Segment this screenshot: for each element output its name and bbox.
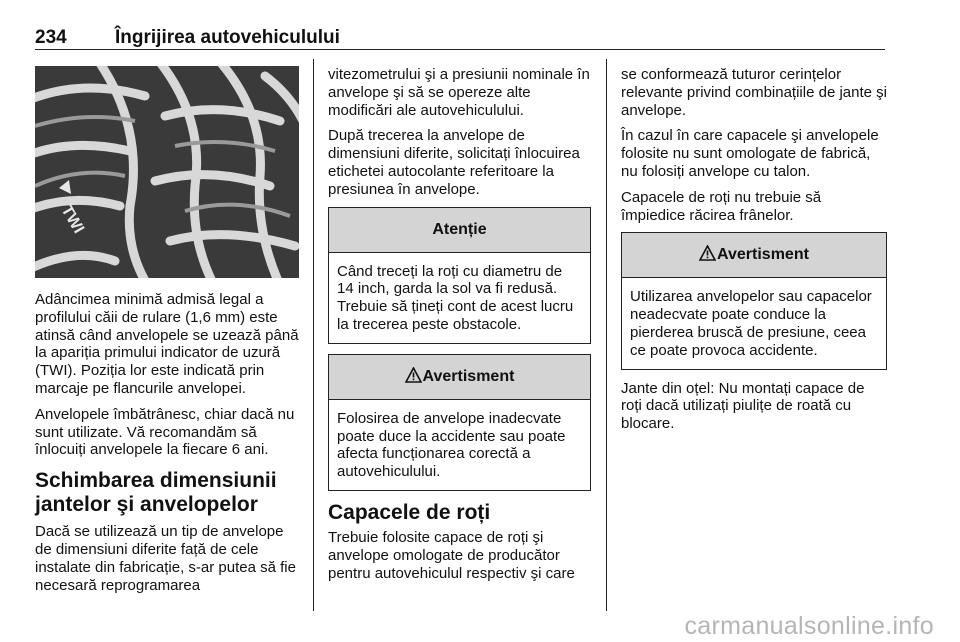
column-1	[35, 66, 299, 602]
caution-title: Atenție	[329, 208, 590, 253]
column-divider	[313, 59, 314, 611]
paragraph: După trecerea la anvelope de dimensiuni diferite, solicitați înlocuirea etichetei autocolante referitoare la presiunea în anvelope.	[328, 127, 580, 198]
warning-icon	[699, 245, 716, 261]
warning-title: Avertisment	[422, 367, 515, 385]
warning-header	[329, 355, 590, 400]
warning-text: Utilizarea anvelopelor sau capacelor neadecvate poate conduce la pierderea bruscă de presiune, ceea ce poate provoca accidente.	[630, 288, 872, 359]
paragraph: vitezometrului şi a presiunii nominale în anvelope şi să se opereze alte modificări ale autovehiculului.	[328, 66, 590, 119]
paragraph: Jante din oțel: Nu montați capace de roți dacă utilizați piulițe de roată cu blocare.	[621, 379, 865, 433]
header-divider	[35, 49, 885, 50]
twi-marking: TWI	[57, 202, 87, 237]
caution-box	[328, 207, 591, 344]
warning-title: Avertisment	[717, 246, 809, 264]
caution-text: Când treceți la roți cu diametru de 14 inch, garda la sol va fi redusă. Trebuie să țineți cont de acest lucru la trecerea peste obstacole.	[337, 262, 574, 333]
warning-header	[622, 233, 886, 278]
paragraph: Adâncimea minimă admisă legal a profilului căii de rulare (1,6 mm) este atinsă când anvelopele se uzează până la apariția primului indicator de uzură (TWI). Poziția lor este indicată prin marcaje pe flancurile anvelopei.	[35, 291, 299, 397]
column-3	[621, 66, 887, 441]
warning-icon	[405, 367, 422, 383]
paragraph: Capacele de roți nu trebuie să împiedice răcirea frânelor.	[621, 188, 822, 224]
warning-text: Folosirea de anvelope inadecvate poate duce la accidente sau poate afecta funcționarea corectă a autovehiculului.	[337, 409, 566, 481]
page-header	[35, 27, 885, 51]
warning-box	[621, 232, 887, 369]
paragraph: Anvelopele îmbătrânesc, chiar dacă nu sunt utilizate. Vă recomandăm să înlocuiți anvelopele la fiecare 6 ani.	[35, 405, 295, 459]
paragraph: În cazul în care capacele şi anvelopele folosite nu sunt omologate de fabrică, nu folosiți anvelope cu talon.	[621, 127, 879, 180]
page-number: 234	[35, 27, 67, 48]
warning-box	[328, 354, 591, 491]
paragraph: se conformează tuturor cerințelor relevante privind combinațiile de jante şi anvelope.	[621, 66, 887, 119]
paragraph: Trebuie folosite capace de roți şi anvelope omologate de producător pentru autovehiculul respectiv şi care	[328, 528, 575, 582]
section-heading: Capacele de roți	[328, 500, 491, 524]
column-2	[328, 66, 591, 590]
paragraph: Dacă se utilizează un tip de anvelope de dimensiuni diferite față de cele instalate din fabricație, s-ar putea să fie necesară reprogramarea	[35, 523, 296, 594]
watermark: carmanualsonline.info	[684, 612, 934, 640]
tire-tread-illustration	[35, 66, 299, 278]
column-divider	[606, 59, 607, 611]
page-title: Îngrijirea autovehiculului	[115, 27, 340, 48]
section-heading: Schimbarea dimensiunii jantelor şi anvelopelor	[35, 469, 277, 517]
